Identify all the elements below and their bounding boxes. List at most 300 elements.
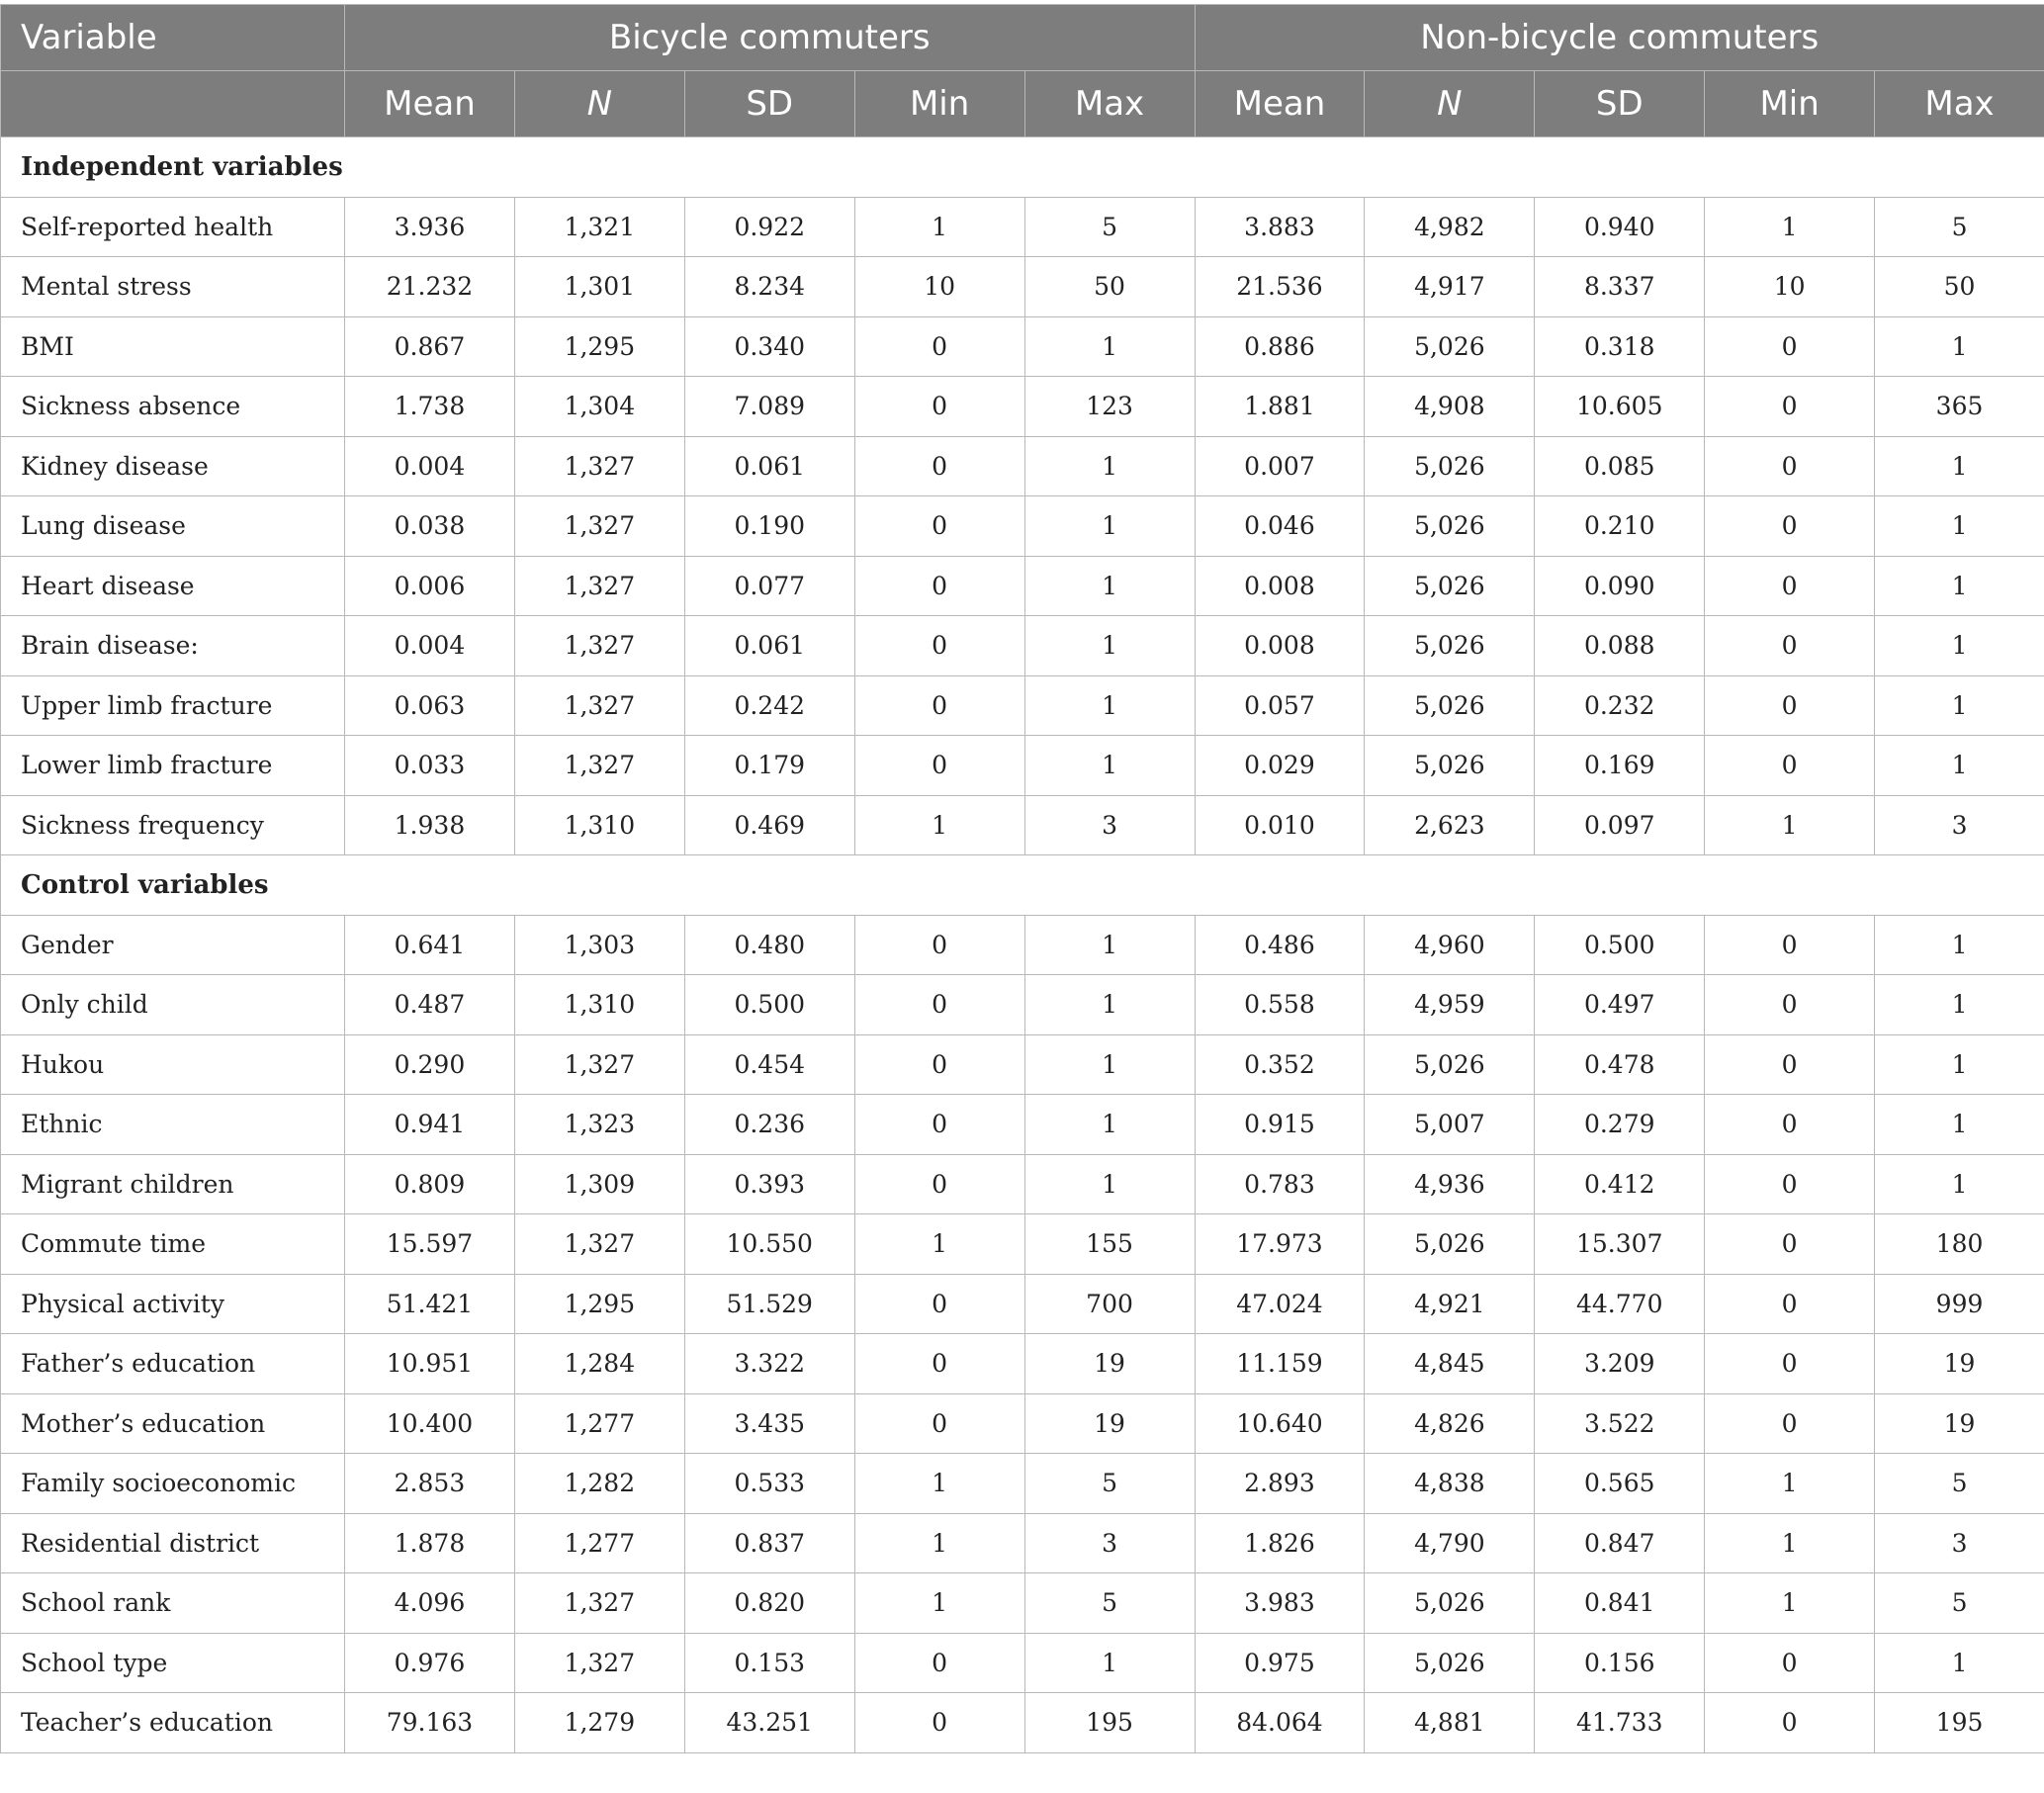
cell-n: 1,304: [514, 377, 684, 437]
cell-max: 1: [1875, 1095, 2044, 1155]
cell-max: 1: [1875, 1154, 2044, 1214]
mean-header: Mean: [1195, 71, 1365, 137]
cell-n: 5,026: [1365, 556, 1535, 616]
cell-mean: 0.783: [1195, 1154, 1365, 1214]
cell-max: 1: [1024, 316, 1195, 377]
table-row: [1, 1034, 2044, 1095]
cell-n: 4,908: [1365, 377, 1535, 437]
cell-n: 1,295: [514, 1274, 684, 1334]
cell-n: 5,026: [1365, 436, 1535, 496]
mean-header: Mean: [345, 71, 515, 137]
cell-sd: 0.340: [684, 316, 854, 377]
cell-sd: 8.337: [1535, 257, 1705, 317]
sd-header: SD: [684, 71, 854, 137]
cell-max: 5: [1875, 197, 2044, 257]
cell-min: 0: [1705, 1633, 1875, 1693]
cell-n: 4,917: [1365, 257, 1535, 317]
cell-min: 0: [1705, 1214, 1875, 1275]
cell-sd: 3.435: [684, 1393, 854, 1454]
cell-min: 1: [854, 197, 1024, 257]
row-label: Sickness frequency: [1, 795, 345, 855]
cell-mean: 21.536: [1195, 257, 1365, 317]
cell-min: 0: [854, 736, 1024, 796]
cell-min: 0: [854, 975, 1024, 1035]
cell-sd: 0.533: [684, 1454, 854, 1514]
cell-n: 4,936: [1365, 1154, 1535, 1214]
cell-mean: 0.010: [1195, 795, 1365, 855]
cell-n: 1,327: [514, 556, 684, 616]
cell-min: 0: [1705, 1274, 1875, 1334]
cell-sd: 3.209: [1535, 1334, 1705, 1394]
row-label: Brain disease:: [1, 616, 345, 676]
cell-min: 1: [1705, 1513, 1875, 1573]
cell-n: 5,007: [1365, 1095, 1535, 1155]
cell-n: 1,310: [514, 795, 684, 855]
row-label: Only child: [1, 975, 345, 1035]
table-row: [1, 556, 2044, 616]
table-row: [1, 1693, 2044, 1753]
cell-sd: 0.497: [1535, 975, 1705, 1035]
cell-sd: 3.322: [684, 1334, 854, 1394]
table-row: [1, 1154, 2044, 1214]
cell-n: 1,327: [514, 436, 684, 496]
row-label: Residential district: [1, 1513, 345, 1573]
section-row: [1, 137, 2044, 198]
cell-max: 1: [1875, 1633, 2044, 1693]
cell-min: 0: [854, 377, 1024, 437]
cell-n: 1,279: [514, 1693, 684, 1753]
cell-sd: 0.318: [1535, 316, 1705, 377]
cell-sd: 0.077: [684, 556, 854, 616]
table-row: [1, 616, 2044, 676]
cell-n: 1,327: [514, 496, 684, 557]
row-label: Self-reported health: [1, 197, 345, 257]
cell-max: 1: [1024, 1633, 1195, 1693]
cell-mean: 47.024: [1195, 1274, 1365, 1334]
table-body: [1, 137, 2044, 1753]
cell-min: 0: [1705, 616, 1875, 676]
cell-sd: 0.469: [684, 795, 854, 855]
header-row-stats: [1, 71, 2044, 137]
cell-n: 1,310: [514, 975, 684, 1035]
cell-min: 1: [1705, 197, 1875, 257]
cell-n: 1,327: [514, 616, 684, 676]
cell-max: 1: [1875, 975, 2044, 1035]
cell-sd: 8.234: [684, 257, 854, 317]
cell-mean: 0.352: [1195, 1034, 1365, 1095]
cell-min: 10: [854, 257, 1024, 317]
cell-min: 0: [854, 1693, 1024, 1753]
cell-mean: 0.007: [1195, 436, 1365, 496]
cell-min: 0: [854, 316, 1024, 377]
cell-sd: 0.232: [1535, 675, 1705, 736]
cell-max: 1: [1875, 736, 2044, 796]
cell-mean: 1.738: [345, 377, 515, 437]
table-row: [1, 915, 2044, 975]
cell-mean: 1.826: [1195, 1513, 1365, 1573]
cell-mean: 0.558: [1195, 975, 1365, 1035]
cell-min: 0: [1705, 1095, 1875, 1155]
cell-mean: 0.867: [345, 316, 515, 377]
cell-max: 1: [1024, 1154, 1195, 1214]
cell-mean: 0.004: [345, 616, 515, 676]
cell-max: 1: [1024, 436, 1195, 496]
cell-mean: 0.941: [345, 1095, 515, 1155]
max-header: Max: [1875, 71, 2044, 137]
cell-min: 0: [854, 1034, 1024, 1095]
cell-max: 1: [1024, 616, 1195, 676]
cell-mean: 3.883: [1195, 197, 1365, 257]
cell-max: 5: [1024, 1573, 1195, 1634]
cell-mean: 0.809: [345, 1154, 515, 1214]
table-row: [1, 1095, 2044, 1155]
cell-sd: 0.393: [684, 1154, 854, 1214]
cell-sd: 0.500: [1535, 915, 1705, 975]
cell-n: 4,838: [1365, 1454, 1535, 1514]
cell-mean: 1.878: [345, 1513, 515, 1573]
cell-mean: 0.006: [345, 556, 515, 616]
max-header: Max: [1024, 71, 1195, 137]
cell-n: 1,327: [514, 675, 684, 736]
header-row-groups: [1, 5, 2044, 71]
cell-max: 50: [1875, 257, 2044, 317]
row-label: School type: [1, 1633, 345, 1693]
cell-mean: 10.400: [345, 1393, 515, 1454]
section-title: Independent variables: [1, 137, 2044, 198]
row-label: Lower limb fracture: [1, 736, 345, 796]
cell-n: 1,323: [514, 1095, 684, 1155]
cell-max: 5: [1875, 1573, 2044, 1634]
table-row: [1, 257, 2044, 317]
cell-max: 1: [1024, 736, 1195, 796]
cell-min: 0: [1705, 436, 1875, 496]
cell-sd: 3.522: [1535, 1393, 1705, 1454]
cell-mean: 0.033: [345, 736, 515, 796]
cell-min: 0: [1705, 377, 1875, 437]
bicycle-commuters-header: Bicycle commuters: [345, 5, 1196, 71]
cell-sd: 10.605: [1535, 377, 1705, 437]
cell-sd: 43.251: [684, 1693, 854, 1753]
row-label: Gender: [1, 915, 345, 975]
cell-max: 1: [1024, 496, 1195, 557]
cell-min: 1: [854, 1454, 1024, 1514]
cell-n: 5,026: [1365, 1573, 1535, 1634]
cell-n: 4,790: [1365, 1513, 1535, 1573]
row-label: Lung disease: [1, 496, 345, 557]
table-row: [1, 1274, 2044, 1334]
cell-n: 1,309: [514, 1154, 684, 1214]
cell-n: 4,826: [1365, 1393, 1535, 1454]
row-label: Sickness absence: [1, 377, 345, 437]
cell-max: 999: [1875, 1274, 2044, 1334]
row-label: Mental stress: [1, 257, 345, 317]
row-label: Hukou: [1, 1034, 345, 1095]
cell-n: 5,026: [1365, 1633, 1535, 1693]
cell-n: 4,845: [1365, 1334, 1535, 1394]
row-label: Commute time: [1, 1214, 345, 1275]
cell-mean: 21.232: [345, 257, 515, 317]
cell-max: 365: [1875, 377, 2044, 437]
empty-header-cell: [1, 71, 345, 137]
cell-sd: 0.061: [684, 436, 854, 496]
cell-max: 3: [1875, 1513, 2044, 1573]
cell-max: 1: [1875, 675, 2044, 736]
descriptive-statistics-table: [0, 4, 2044, 1753]
cell-n: 4,881: [1365, 1693, 1535, 1753]
cell-min: 0: [854, 675, 1024, 736]
cell-n: 2,623: [1365, 795, 1535, 855]
min-header: Min: [854, 71, 1024, 137]
row-label: Physical activity: [1, 1274, 345, 1334]
cell-n: 1,327: [514, 736, 684, 796]
row-label: Heart disease: [1, 556, 345, 616]
cell-mean: 10.951: [345, 1334, 515, 1394]
cell-n: 4,960: [1365, 915, 1535, 975]
cell-max: 3: [1875, 795, 2044, 855]
cell-n: 1,327: [514, 1034, 684, 1095]
cell-mean: 0.038: [345, 496, 515, 557]
cell-min: 0: [1705, 1334, 1875, 1394]
cell-min: 0: [1705, 316, 1875, 377]
cell-max: 50: [1024, 257, 1195, 317]
non-bicycle-commuters-header: Non-bicycle commuters: [1195, 5, 2044, 71]
cell-sd: 0.169: [1535, 736, 1705, 796]
cell-max: 19: [1024, 1393, 1195, 1454]
table-row: [1, 795, 2044, 855]
cell-min: 0: [854, 915, 1024, 975]
cell-min: 0: [854, 436, 1024, 496]
cell-n: 1,277: [514, 1513, 684, 1573]
cell-min: 1: [1705, 1573, 1875, 1634]
cell-min: 0: [1705, 556, 1875, 616]
cell-sd: 0.097: [1535, 795, 1705, 855]
cell-mean: 0.641: [345, 915, 515, 975]
cell-min: 0: [1705, 1154, 1875, 1214]
table-header: [1, 5, 2044, 137]
cell-max: 1: [1875, 496, 2044, 557]
table-row: [1, 675, 2044, 736]
cell-min: 0: [854, 496, 1024, 557]
cell-sd: 0.478: [1535, 1034, 1705, 1095]
cell-max: 19: [1875, 1334, 2044, 1394]
table-row: [1, 975, 2044, 1035]
cell-sd: 0.279: [1535, 1095, 1705, 1155]
cell-n: 4,959: [1365, 975, 1535, 1035]
cell-mean: 0.290: [345, 1034, 515, 1095]
cell-max: 155: [1024, 1214, 1195, 1275]
cell-sd: 0.179: [684, 736, 854, 796]
row-label: Upper limb fracture: [1, 675, 345, 736]
cell-sd: 0.847: [1535, 1513, 1705, 1573]
cell-max: 195: [1024, 1693, 1195, 1753]
cell-sd: 0.088: [1535, 616, 1705, 676]
cell-max: 1: [1875, 316, 2044, 377]
cell-min: 0: [854, 1393, 1024, 1454]
row-label: School rank: [1, 1573, 345, 1634]
cell-max: 3: [1024, 1513, 1195, 1573]
cell-mean: 0.004: [345, 436, 515, 496]
cell-mean: 17.973: [1195, 1214, 1365, 1275]
cell-min: 0: [854, 1633, 1024, 1693]
table-row: [1, 316, 2044, 377]
row-label: Family socioeconomic: [1, 1454, 345, 1514]
cell-max: 5: [1875, 1454, 2044, 1514]
min-header: Min: [1705, 71, 1875, 137]
table-row: [1, 736, 2044, 796]
row-label: BMI: [1, 316, 345, 377]
cell-n: 5,026: [1365, 675, 1535, 736]
table-row: [1, 1633, 2044, 1693]
cell-min: 0: [854, 1334, 1024, 1394]
cell-sd: 10.550: [684, 1214, 854, 1275]
cell-max: 19: [1024, 1334, 1195, 1394]
cell-n: 1,284: [514, 1334, 684, 1394]
cell-sd: 41.733: [1535, 1693, 1705, 1753]
cell-min: 0: [1705, 1693, 1875, 1753]
statistics-table-container: [0, 4, 2044, 1753]
cell-max: 1: [1875, 616, 2044, 676]
cell-n: 1,301: [514, 257, 684, 317]
cell-sd: 0.412: [1535, 1154, 1705, 1214]
variable-header: Variable: [1, 5, 345, 71]
cell-mean: 1.938: [345, 795, 515, 855]
table-row: [1, 436, 2044, 496]
cell-max: 1: [1024, 1034, 1195, 1095]
cell-sd: 0.190: [684, 496, 854, 557]
cell-mean: 2.893: [1195, 1454, 1365, 1514]
cell-sd: 0.236: [684, 1095, 854, 1155]
section-row: [1, 855, 2044, 916]
cell-min: 0: [1705, 1034, 1875, 1095]
cell-mean: 0.008: [1195, 616, 1365, 676]
cell-mean: 0.008: [1195, 556, 1365, 616]
cell-sd: 0.210: [1535, 496, 1705, 557]
cell-n: 5,026: [1365, 496, 1535, 557]
row-label: Kidney disease: [1, 436, 345, 496]
table-row: [1, 377, 2044, 437]
cell-sd: 0.454: [684, 1034, 854, 1095]
cell-max: 1: [1024, 1095, 1195, 1155]
cell-n: 1,321: [514, 197, 684, 257]
table-row: [1, 1454, 2044, 1514]
row-label: Migrant children: [1, 1154, 345, 1214]
row-label: Teacher’s education: [1, 1693, 345, 1753]
n-header: N: [514, 71, 684, 137]
cell-mean: 84.064: [1195, 1693, 1365, 1753]
cell-min: 0: [1705, 915, 1875, 975]
cell-sd: 0.090: [1535, 556, 1705, 616]
cell-max: 1: [1024, 915, 1195, 975]
cell-n: 5,026: [1365, 316, 1535, 377]
cell-mean: 51.421: [345, 1274, 515, 1334]
cell-mean: 0.975: [1195, 1633, 1365, 1693]
cell-min: 0: [854, 616, 1024, 676]
cell-max: 3: [1024, 795, 1195, 855]
cell-sd: 15.307: [1535, 1214, 1705, 1275]
table-row: [1, 1334, 2044, 1394]
cell-max: 123: [1024, 377, 1195, 437]
cell-min: 0: [854, 556, 1024, 616]
table-row: [1, 1214, 2044, 1275]
cell-min: 1: [854, 795, 1024, 855]
cell-n: 1,277: [514, 1393, 684, 1454]
row-label: Mother’s education: [1, 1393, 345, 1454]
cell-mean: 1.881: [1195, 377, 1365, 437]
cell-mean: 0.063: [345, 675, 515, 736]
row-label: Ethnic: [1, 1095, 345, 1155]
cell-max: 1: [1875, 1034, 2044, 1095]
table-row: [1, 496, 2044, 557]
cell-sd: 51.529: [684, 1274, 854, 1334]
cell-min: 1: [1705, 795, 1875, 855]
cell-n: 1,295: [514, 316, 684, 377]
cell-mean: 79.163: [345, 1693, 515, 1753]
cell-sd: 0.242: [684, 675, 854, 736]
cell-max: 1: [1875, 915, 2044, 975]
cell-max: 1: [1024, 975, 1195, 1035]
cell-mean: 3.983: [1195, 1573, 1365, 1634]
cell-n: 1,327: [514, 1214, 684, 1275]
cell-mean: 0.057: [1195, 675, 1365, 736]
cell-mean: 0.886: [1195, 316, 1365, 377]
cell-mean: 11.159: [1195, 1334, 1365, 1394]
cell-n: 5,026: [1365, 1034, 1535, 1095]
cell-min: 0: [1705, 675, 1875, 736]
table-row: [1, 1393, 2044, 1454]
cell-max: 1: [1875, 436, 2044, 496]
cell-mean: 0.029: [1195, 736, 1365, 796]
cell-min: 1: [854, 1214, 1024, 1275]
cell-max: 195: [1875, 1693, 2044, 1753]
cell-max: 19: [1875, 1393, 2044, 1454]
cell-mean: 0.915: [1195, 1095, 1365, 1155]
cell-sd: 0.061: [684, 616, 854, 676]
cell-max: 5: [1024, 197, 1195, 257]
cell-n: 5,026: [1365, 736, 1535, 796]
cell-mean: 2.853: [345, 1454, 515, 1514]
cell-max: 1: [1024, 556, 1195, 616]
cell-min: 0: [854, 1274, 1024, 1334]
cell-sd: 0.153: [684, 1633, 854, 1693]
cell-mean: 0.976: [345, 1633, 515, 1693]
section-title: Control variables: [1, 855, 2044, 916]
cell-min: 10: [1705, 257, 1875, 317]
cell-n: 1,327: [514, 1573, 684, 1634]
cell-mean: 10.640: [1195, 1393, 1365, 1454]
cell-n: 1,327: [514, 1633, 684, 1693]
cell-n: 1,282: [514, 1454, 684, 1514]
cell-sd: 0.940: [1535, 197, 1705, 257]
cell-min: 0: [854, 1154, 1024, 1214]
cell-max: 5: [1024, 1454, 1195, 1514]
cell-sd: 0.820: [684, 1573, 854, 1634]
cell-max: 1: [1875, 556, 2044, 616]
cell-sd: 0.156: [1535, 1633, 1705, 1693]
cell-sd: 7.089: [684, 377, 854, 437]
cell-n: 5,026: [1365, 616, 1535, 676]
cell-max: 180: [1875, 1214, 2044, 1275]
row-label: Father’s education: [1, 1334, 345, 1394]
n-header: N: [1365, 71, 1535, 137]
cell-mean: 0.486: [1195, 915, 1365, 975]
cell-max: 700: [1024, 1274, 1195, 1334]
cell-n: 4,921: [1365, 1274, 1535, 1334]
sd-header: SD: [1535, 71, 1705, 137]
cell-sd: 0.837: [684, 1513, 854, 1573]
cell-sd: 44.770: [1535, 1274, 1705, 1334]
cell-max: 1: [1024, 675, 1195, 736]
cell-sd: 0.500: [684, 975, 854, 1035]
